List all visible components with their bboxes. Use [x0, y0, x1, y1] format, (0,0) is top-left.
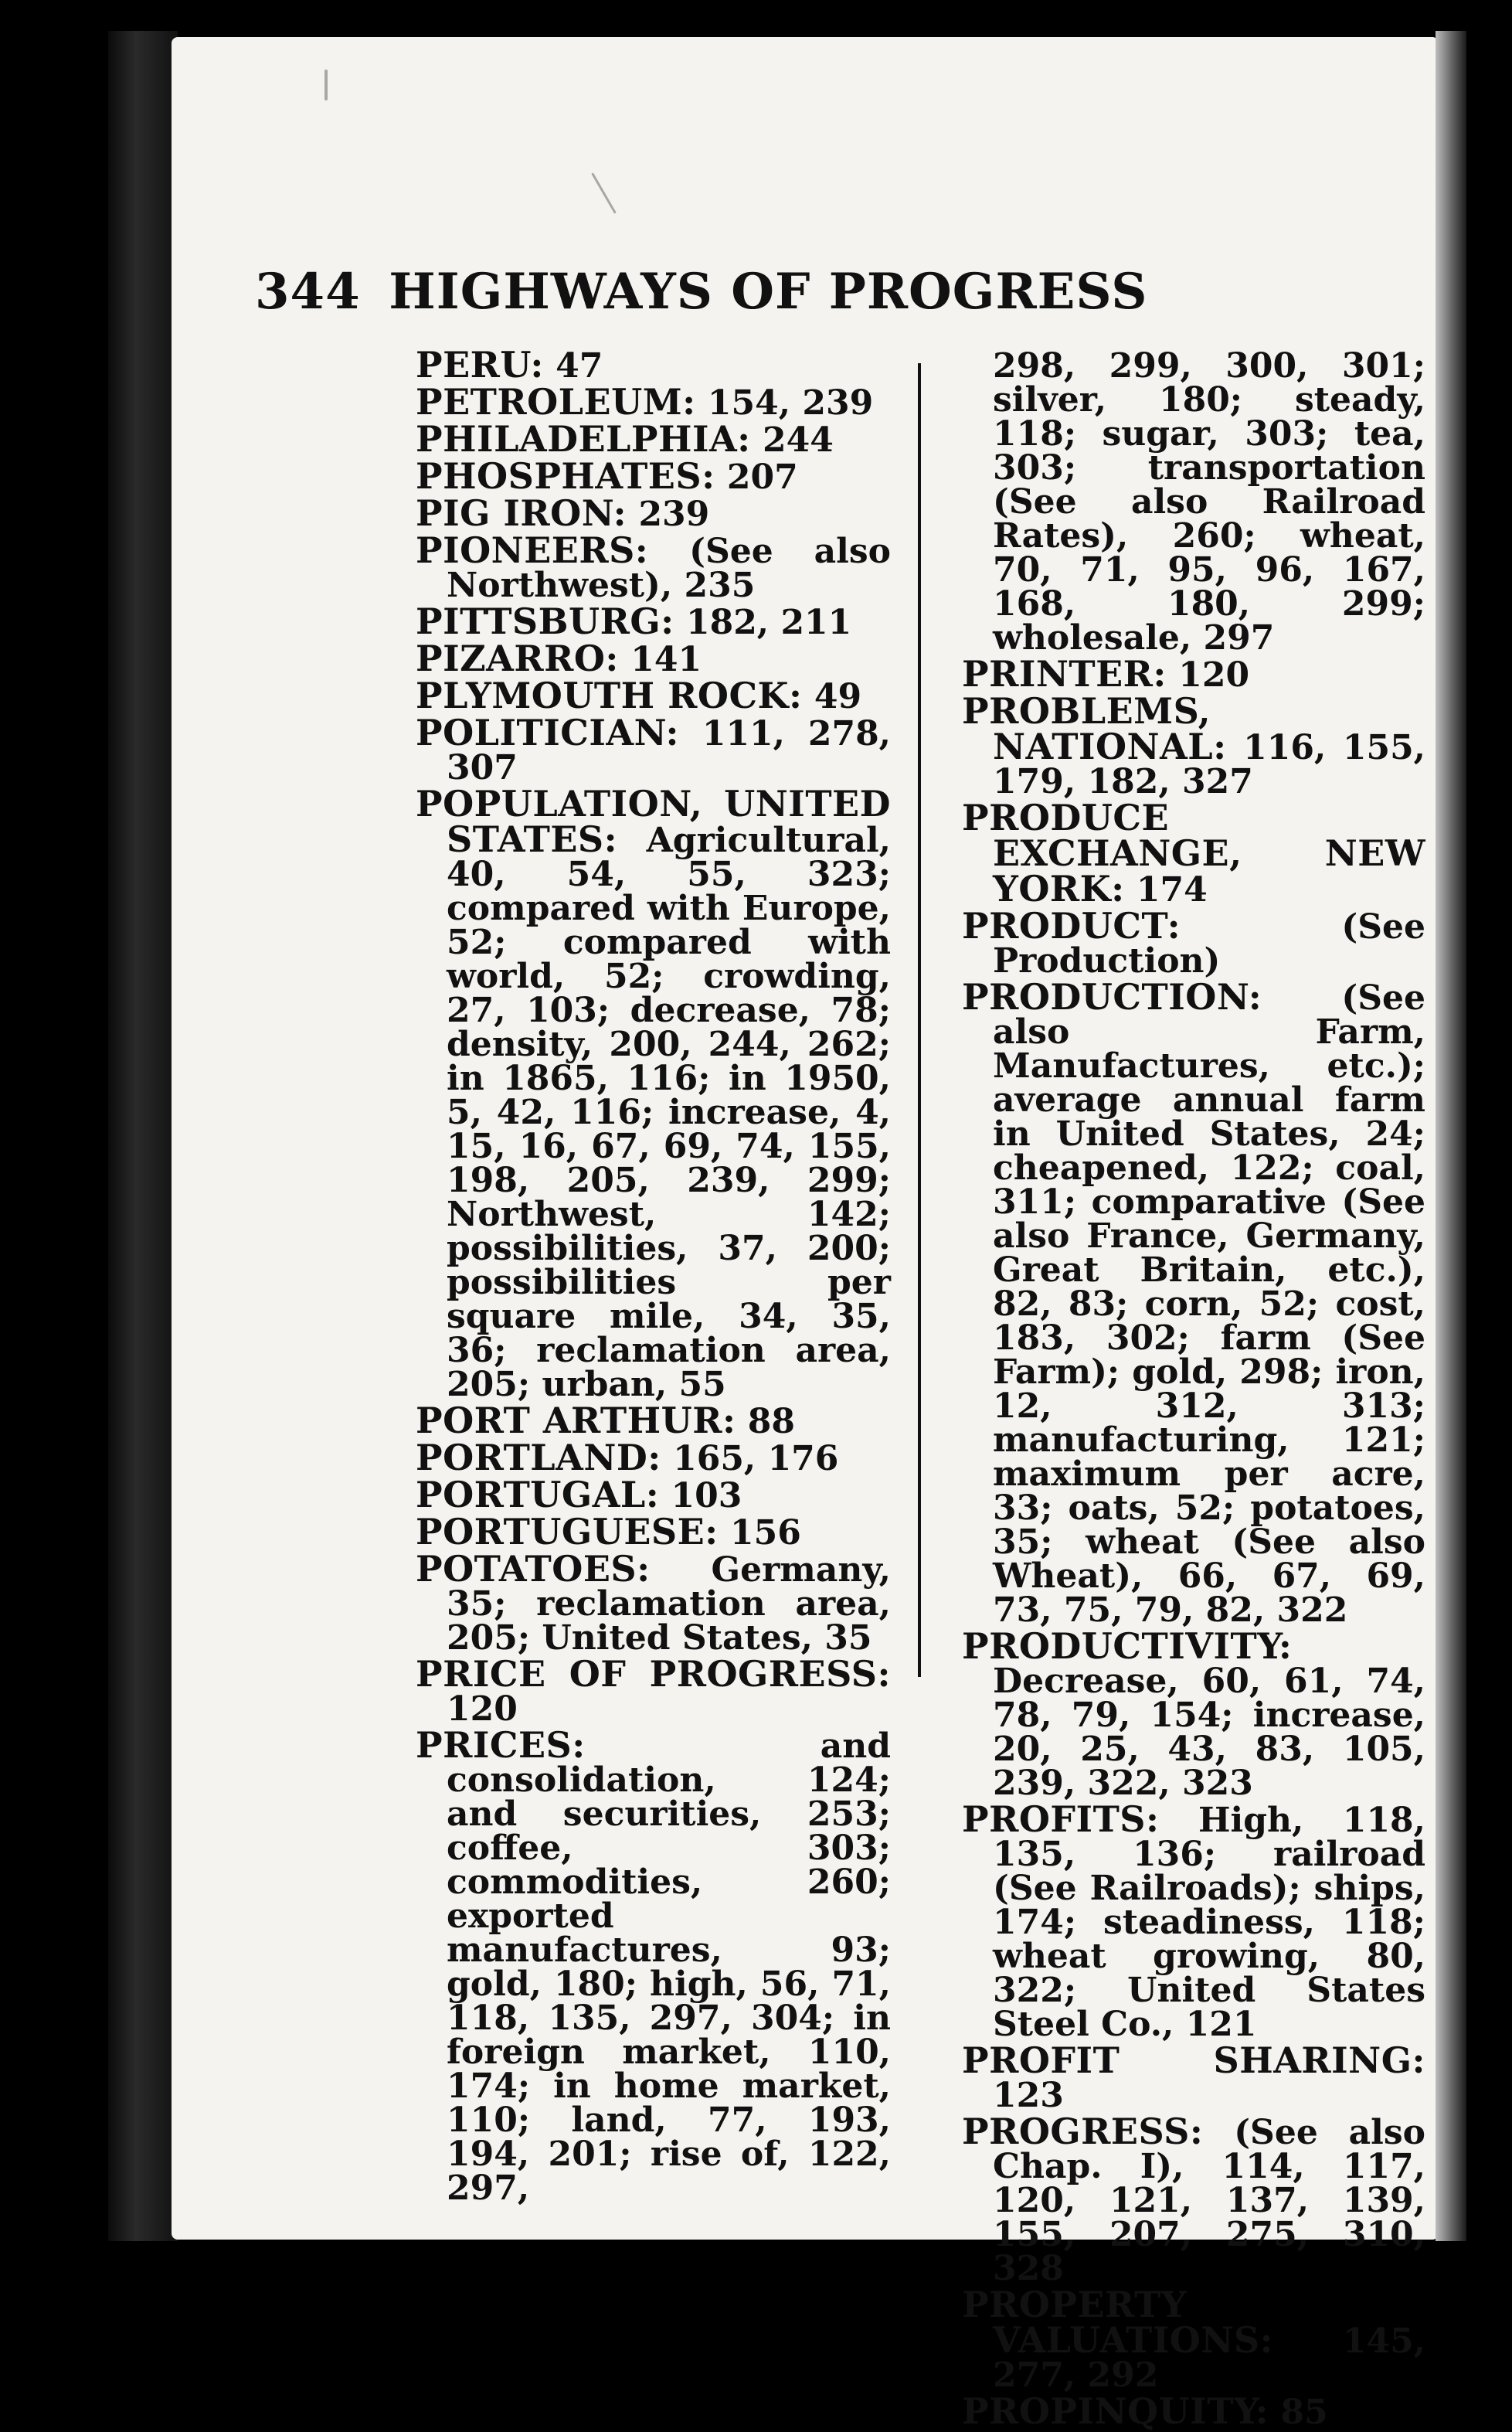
entry-references: 174: [1124, 870, 1208, 910]
entry-references: Agricultural, 40, 54, 55, 323; compared with Europe, 52; compared with world, 52; crowding, 27, 103; decrease, 78; density, 200, 244, 262; in 1865, 116; in 1950, 5, 42, 116; increase, 4, 15, 16, 67, 69, 74, 155, 198, 205, 239, 299; Northwest, 142; possibilities, 37, 200; possibilities per square mile, 34, 35, 36; reclamation area, 205; urban, 55: [447, 821, 891, 1404]
entry-heading: PIONEERS:: [416, 529, 649, 571]
index-entry: [962, 2111, 1425, 2288]
index-entry: [416, 381, 891, 423]
entry-references: (See also Farm, Manufactures, etc.); average annual farm in United States, 24; cheapened, 122; coal, 311; comparative (See also France, Germany, Great Britain, etc.), 82, 83; corn, 52; cost, 183, 302; farm (See Farm); gold, 298; iron, 12, 312, 313; manufacturing, 121; maximum per acre, 33; oats, 52; potatoes, 35; wheat (See also Wheat), 66, 67, 69, 73, 75, 79, 82, 322: [993, 978, 1425, 1630]
entry-heading: PRODUCTION:: [962, 976, 1262, 1018]
entry-heading: PHILADELPHIA:: [416, 418, 751, 460]
entry-heading: PORTLAND:: [416, 1437, 661, 1478]
entry-references: 165, 176: [661, 1439, 839, 1478]
page-edge-right: [1436, 31, 1466, 2241]
index-entry: [416, 1400, 891, 1441]
index-entry: [962, 905, 1425, 981]
entry-heading: PIG IRON:: [416, 492, 627, 534]
entry-references: 49: [802, 677, 862, 716]
entry-heading: PETROLEUM:: [416, 381, 696, 423]
index-entry: [416, 418, 891, 460]
index-entry: [962, 690, 1425, 801]
index-entry: [962, 2039, 1425, 2115]
column-divider: [918, 363, 921, 1677]
entry-heading: PROGRESS:: [962, 2111, 1204, 2152]
entry-references: 182, 211: [674, 603, 852, 642]
entry-references: 141: [618, 640, 702, 679]
entry-heading: PHOSPHATES:: [416, 455, 715, 497]
entry-references: 207: [715, 457, 798, 497]
page-edge-left: [108, 31, 178, 2241]
entry-references: and consolidation, 124; and securities, 253; coffee, 303; commodities, 260; exported manufactures, 93; gold, 180; high, 56, 71, 118, 135, 297, 304; in foreign market, 110, 174; in home market, 110; land, 77, 193, 194, 201; rise of, 122, 297,: [447, 1726, 891, 2208]
entry-heading: PERU:: [416, 344, 544, 386]
entry-references: 120: [447, 1689, 518, 1729]
entry-references: (See Production): [993, 907, 1425, 981]
entry-references: 123: [993, 2076, 1064, 2115]
index-entry: [416, 783, 891, 1404]
entry-heading: POPULATION, UNITED STATES:: [416, 783, 891, 860]
index-entry-continued: [962, 346, 1425, 658]
entry-heading: PRODUCT:: [962, 905, 1181, 947]
page-number: 344: [255, 263, 361, 321]
entry-references: 103: [659, 1476, 742, 1515]
index-entry: [416, 1474, 891, 1515]
index-entry: [416, 344, 891, 386]
index-entry: [416, 600, 891, 642]
page-title: HIGHWAYS OF PROGRESS: [389, 263, 1148, 321]
entry-references: Decrease, 60, 61, 74, 78, 79, 154; increase, 20, 25, 43, 83, 105, 239, 322, 323: [993, 1662, 1425, 1803]
entry-heading: POTATOES:: [416, 1548, 651, 1590]
index-entry: [416, 638, 891, 679]
entry-heading: PRICES:: [416, 1724, 586, 1766]
entry-heading: PROPERTY VALUATIONS:: [962, 2284, 1274, 2361]
index-entry: [962, 653, 1425, 695]
entry-references: 239: [627, 495, 710, 534]
entry-references: 120: [1166, 655, 1250, 695]
entry-references: (See also Chap. I), 114, 117, 120, 121, 137, 139, 155, 207, 275, 310, 328: [993, 2113, 1425, 2288]
entry-heading: PROPINQUITY:: [962, 2390, 1269, 2432]
index-entry: [416, 1653, 891, 1729]
entry-references: Germany, 35; reclamation area, 205; United States, 35: [447, 1550, 891, 1658]
entry-heading: PORT ARTHUR:: [416, 1400, 736, 1441]
entry-heading: PROFIT SHARING:: [962, 2039, 1425, 2081]
entry-references: 244: [750, 420, 834, 460]
index-entry: [962, 1798, 1425, 2044]
entry-heading: PROFITS:: [962, 1798, 1160, 1840]
index-entry: [416, 1548, 891, 1658]
entry-heading: PRINTER:: [962, 653, 1167, 695]
index-entry: [416, 492, 891, 534]
index-entry: [416, 712, 891, 787]
entry-heading: PIZARRO:: [416, 638, 619, 679]
index-entry: [416, 675, 891, 716]
entry-heading: PORTUGAL:: [416, 1474, 660, 1515]
index-entry: [962, 2284, 1425, 2395]
entry-heading: PLYMOUTH ROCK:: [416, 675, 803, 716]
entry-references: 116, 155, 179, 182, 327: [993, 728, 1425, 801]
index-entry: [962, 1625, 1425, 1803]
entry-references: 85: [1269, 2393, 1328, 2432]
entry-references: 145, 277, 292: [993, 2321, 1425, 2395]
entry-references: 47: [543, 346, 603, 386]
entry-heading: POLITICIAN:: [416, 712, 679, 753]
index-entry: [416, 529, 891, 605]
index-column-right: [962, 348, 1425, 2431]
index-entry: [416, 455, 891, 497]
entry-references: 154, 239: [695, 383, 874, 423]
index-entry: [416, 1724, 891, 2208]
entry-references: 88: [736, 1402, 796, 1441]
entry-references: (See also Northwest), 235: [447, 532, 891, 605]
index-entry: [416, 1511, 891, 1553]
index-entry: [962, 976, 1425, 1630]
entry-references: 111, 278, 307: [447, 714, 891, 787]
entry-heading: PRICE OF PROGRESS:: [416, 1653, 891, 1695]
entry-references: 156: [718, 1513, 801, 1553]
entry-heading: PITTSBURG:: [416, 600, 674, 642]
entry-heading: PRODUCE EXCHANGE, NEW YORK:: [962, 797, 1425, 910]
running-head: [255, 263, 1259, 332]
index-entry: [416, 1437, 891, 1478]
entry-heading: PORTUGUESE:: [416, 1511, 719, 1553]
entry-heading: PROBLEMS, NATIONAL:: [962, 690, 1227, 767]
entry-references: High, 118, 135, 136; railroad (See Railroads); ships, 174; steadiness, 118; wheat growing, 80, 322; United States Steel Co., 121: [993, 1801, 1425, 2044]
index-column-left: [416, 344, 891, 2208]
scan-speck: [324, 70, 328, 100]
index-entry: [962, 797, 1425, 910]
entry-references: 298, 299, 300, 301; silver, 180; steady, 118; sugar, 303; tea, 303; transportation (See also Railroad Rates), 260; wheat, 70, 71, 95, 96, 167, 168, 180, 299; wholesale, 297: [993, 346, 1425, 658]
entry-heading: PRODUCTIVITY:: [962, 1625, 1293, 1667]
index-entry: [962, 2390, 1425, 2432]
